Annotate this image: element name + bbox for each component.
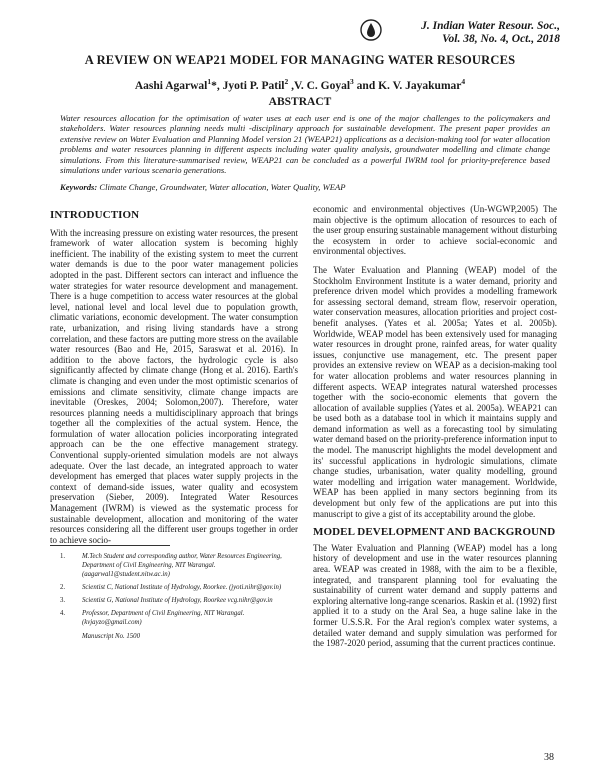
footnotes (60, 553, 300, 641)
footnote-text: Scientist G, National Institute of Hydrology, Roorkee vcg.nihr@gov.in (82, 597, 273, 605)
weap-paragraph: The Water Evaluation and Planning (WEAP) model of the Stockholm Environment Institute is a water demand, priority and preference driven model which provides a modelling framework for assessing sectoral demand, stream flow, reservoir operation, water conservation measures, allocation priorities and project cost-benefit analyses. (Yates et al. 2005a; Yates et al. 2005b). Worldwide, WEAP model has been extensively used for managing water resources in drought prone, rainfed areas, for water quality issues, conjunctive use management, etc. The present paper provides an extensive review on WEAP as a decision-making tool for water allocation problems and water resources planning in different aspects. WEAP integrates natural watershed processes together with the socio-economic elements that govern the allocation of available supplies (Yates et al. 2005a). WEAP21 can be used both as a database tool in which it maintains supply and demand information as well as a forecasting tool by simulating water demand based on the priority-preference information input to the model. The manuscript highlights the model development and its' successful applications in hydrologic simulations, climate change studies, urbanisation, water quality modelling, ground water modelling and irrigation water management. Worldwide, WEAP has been applied in many sectors beginning from its development but only few of the applications are put into this manuscript to give a gist of its acceptability around the globe. (313, 264, 557, 519)
footnote-number: 4. (60, 610, 66, 618)
keywords (60, 182, 550, 192)
footnote-text: Scientist C, National Institute of Hydrology, Roorkee. (jyoti.nihr@gov.in) (82, 583, 282, 591)
paper-title: A REVIEW ON WEAP21 MODEL FOR MANAGING WATER RESOURCES (84, 53, 516, 67)
footnote-number: 3. (60, 597, 66, 605)
author-name: V. C. Goyal (294, 79, 351, 92)
author-affiliation-mark: 2 (284, 77, 289, 86)
journal-volume: Vol. 38, No. 4, Oct., 2018 (442, 33, 560, 45)
journal-citation (360, 20, 560, 46)
footnote-text: Professor, Department of Civil Engineering, NIT Warangal. (kvjayzo@gmail.com) (82, 610, 245, 627)
author-name: K. V. Jayakumar (378, 79, 462, 92)
introduction-continuation: economic and environmental objectives (Un-WGWP,2005) The main objective is the optimum allocation of resources to each of the user group ensuring sustainable management without disturbing the ecosystem in order to achieve social-economic and environmental objectives. (313, 204, 557, 257)
footnote-item (60, 584, 300, 593)
author-name: Aashi Agarwal (134, 79, 208, 92)
model-development-heading: MODEL DEVELOPMENT AND BACKGROUND (313, 526, 556, 539)
author-name: Jyoti P. Patil (222, 79, 285, 92)
footnote-number: 2. (60, 583, 66, 591)
left-column (50, 208, 298, 545)
manuscript-number: Manuscript No. 1500 (82, 632, 140, 640)
page-number: 38 (544, 752, 554, 763)
keywords-list: Climate Change, Groundwater, Water allocation, Water Quality, WEAP (99, 182, 346, 192)
author-list: Aashi Agarwal$^1$*, Jyoti P. Patil$^2$ ,V. C. Goyal$^3$ and K. V. Jayakumar$^4$ (134, 77, 466, 92)
abstract-heading: ABSTRACT (268, 96, 332, 108)
footnote-number: 1. (60, 553, 66, 560)
footnote-divider (50, 545, 170, 546)
model-development-paragraph: The Water Evaluation and Planning (WEAP) model has a long history of development and use in the water resources planning area. WEAP was created in 1988, with the aim to be a flexible, integrated, and transparent planning tool for evaluating the sustainability of current water demand and supply patterns and exploring alternative long-range scenarios. Raskin et al. (1992) first applied it to a study on the Aral Sea, a huge saline lake in the former U.S.S.R. For the Aral region's complex water systems, a detailed water demand and supply simulation was performed for the 1987-2020 period, assuming that the current practices continue. (313, 542, 557, 649)
footnote-item (60, 553, 300, 579)
right-column (313, 204, 557, 649)
footnote-item (60, 610, 300, 628)
author-affiliation-mark: 3 (350, 77, 354, 86)
footnote-item (60, 597, 300, 606)
keywords-label: Keywords: (60, 182, 98, 192)
footnote-text: M.Tech Student and corresponding author, Water Resources Engineering, Department of Civil Engineering, NIT Warangal. (aagarwal1@student.nitw.ac.in) (82, 553, 282, 578)
corresponding-author-mark: * (211, 79, 217, 92)
abstract-text: Water resources allocation for the optimisation of water uses at each user end is one of the major challenges to the policymakers and stakeholders. Water resources planning needs multi -disciplinary approach for sustainable development. The present paper provides an extensive review on Water Evaluation and Planning Model version 21 (WEAP21) applications as a decision-making tool for water allocation problems and water resources planning in different aspects including water quality analysis, groundwater modelling and climate change simulations. From this literature-summarised review, WEAP21 can be concluded as a powerful IWRM tool for priority-preference based simulations under various scenario generations. (60, 113, 550, 176)
author-affiliation-mark: 4 (461, 77, 466, 86)
journal-name: J. Indian Water Resour. Soc., (421, 20, 560, 32)
introduction-paragraph: With the increasing pressure on existing water resources, the present framework of water allocation system is becoming highly inefficient. The inability of the existing system to meet the current water demands is due to the poor water management policies adopted in the past. Different sectors can interact and influence the water strategies for water resource development and management. There is a huge competition to access water resources at the global level, national level and local level due to population growth, climatic variations, economic development. The water consumption rate, urbanization, and rising living standards have a strong correlation, and these factors are putting more stress on the available water resources (Bao and He, 2015, Saraswat et al. 2016). In addition to the above factors, the hydrologic cycle is also significantly affected by climate change (Hong et al. 2016). Earth's climate is changing and even under the most optimistic scenarios of emissions and climate sensitivity, climate change impacts are inevitable (Oreskes, 2004; Solomon,2007). Therefore, water resources planning needs a multidisciplinary approach that brings together all the complexities of the actual system. Hence, the formulation of water allocation policies incorporating integrated approach can be the one effective management strategy. Conventional supply-oriented simulation models are not always adequate. Over the last decade, an integrated approach to water development has emerged that places water supply projects in the context of demand-side issues, water quality and ecosystem preservation (Sieber, 2009). Integrated Water Resources Management (IWRM) is viewed as the systematic process for sustainable development, allocation and monitoring of the water resources considering all the different user groups together in order to achieve socio- (50, 227, 298, 545)
author-affiliation-mark: 1 (207, 77, 212, 86)
introduction-heading: INTRODUCTION (50, 209, 140, 221)
